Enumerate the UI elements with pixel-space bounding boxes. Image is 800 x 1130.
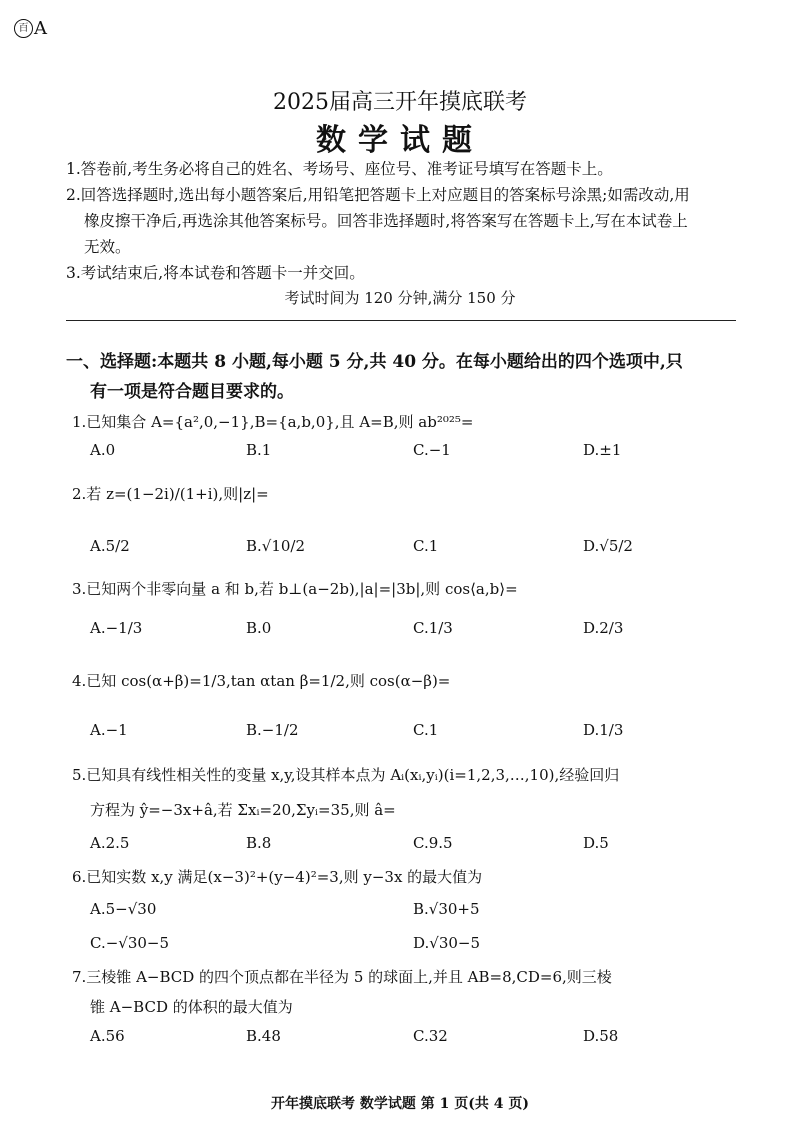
question-2-option-d: D.√5/2 [583,537,633,555]
question-3-stem: 3.已知两个非零向量 a 和 b,若 b⊥(a−2b),|a|=|3b|,则 cos⟨a,b⟩= [72,580,518,598]
logo-letter: A [34,18,47,39]
question-1-option-a: A.0 [90,441,116,459]
question-4-option-b: B.−1/2 [246,721,299,739]
question-3-option-d: D.2/3 [583,619,624,637]
instruction-line: 1.答卷前,考生务必将自己的姓名、考场号、座位号、准考证号填写在答题卡上。 [66,160,613,178]
question-5-option-b: B.8 [246,834,272,852]
publisher-logo [14,18,47,39]
question-2-stem: 2.若 z=(1−2i)/(1+i),则|z|= [72,485,269,503]
question-1-option-d: D.±1 [583,441,622,459]
instruction-line: 无效。 [84,238,131,256]
logo-seal: 百 [14,19,33,38]
question-6-option-b: B.√30+5 [413,900,480,918]
instruction-line: 2.回答选择题时,选出每小题答案后,用铅笔把答题卡上对应题目的答案标号涂黑;如需改动,用 [66,186,690,204]
question-5-option-a: A.2.5 [90,834,130,852]
question-6-option-c: C.−√30−5 [90,934,170,952]
question-5-stem: 方程为 ŷ=−3x+â,若 Σxᵢ=20,Σyᵢ=35,则 â= [90,801,396,819]
question-6-stem: 6.已知实数 x,y 满足(x−3)²+(y−4)²=3,则 y−3x 的最大值为 [72,868,483,886]
exam-name: 2025届高三开年摸底联考 [273,90,527,115]
question-2-option-c: C.1 [413,537,439,555]
question-5-option-c: C.9.5 [413,834,453,852]
question-7-option-d: D.58 [583,1027,619,1045]
question-1-option-b: B.1 [246,441,272,459]
question-5-stem: 5.已知具有线性相关性的变量 x,y,设其样本点为 Aᵢ(xᵢ,yᵢ)(i=1,2,3,…,10),经验回归 [72,766,620,784]
question-4-option-c: C.1 [413,721,439,739]
question-3-option-c: C.1/3 [413,619,453,637]
question-3-option-b: B.0 [246,619,272,637]
question-7-option-b: B.48 [246,1027,281,1045]
instruction-line: 3.考试结束后,将本试卷和答题卡一并交回。 [66,264,365,282]
instruction-line: 橡皮擦干净后,再选涂其他答案标号。回答非选择题时,将答案写在答题卡上,写在本试卷上 [84,212,688,230]
question-6-option-a: A.5−√30 [90,900,157,918]
question-1-stem: 1.已知集合 A={a²,0,−1},B={a,b,0},且 A=B,则 ab²⁰²⁵= [72,413,474,431]
question-7-stem: 锥 A−BCD 的体积的最大值为 [90,998,293,1016]
question-4-option-d: D.1/3 [583,721,624,739]
question-3-option-a: A.−1/3 [90,619,143,637]
question-7-option-c: C.32 [413,1027,448,1045]
section-heading: 有一项是符合题目要求的。 [90,382,294,402]
divider [66,320,736,321]
question-7-stem: 7.三棱锥 A−BCD 的四个顶点都在半径为 5 的球面上,并且 AB=8,CD=6,则三棱 [72,968,612,986]
question-2-option-b: B.√10/2 [246,537,306,555]
section-heading: 一、选择题:本题共 8 小题,每小题 5 分,共 40 分。在每小题给出的四个选项中,只 [66,352,683,372]
question-6-option-d: D.√30−5 [413,934,481,952]
question-2-option-a: A.5/2 [90,537,130,555]
question-4-stem: 4.已知 cos(α+β)=1/3,tan αtan β=1/2,则 cos(α−β)= [72,672,451,690]
question-7-option-a: A.56 [90,1027,125,1045]
question-5-option-d: D.5 [583,834,609,852]
page-footer: 开年摸底联考 数学试题 第 1 页(共 4 页) [271,1096,529,1112]
subject-title: 数学试题 [316,123,484,158]
question-4-option-a: A.−1 [90,721,128,739]
time-note: 考试时间为 120 分钟,满分 150 分 [284,289,516,307]
question-1-option-c: C.−1 [413,441,451,459]
